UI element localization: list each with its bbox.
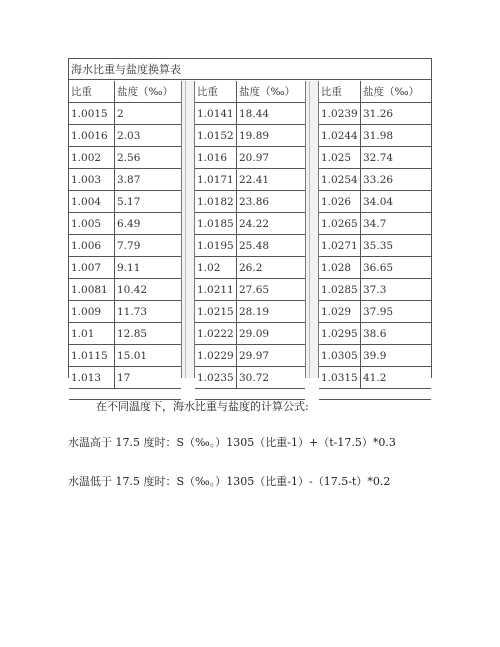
table-row (319, 323, 431, 345)
gravity-cell: 1.0235 (195, 367, 237, 389)
table-row (319, 125, 431, 147)
table-row (319, 257, 431, 279)
gravity-cell: 1.016 (195, 147, 237, 169)
gravity-cell: 1.0171 (195, 169, 237, 191)
table-row (319, 191, 431, 213)
table-row (195, 191, 305, 213)
table-row (319, 147, 431, 169)
gravity-cell: 1.0211 (195, 279, 237, 301)
table-group-2 (195, 81, 305, 384)
salinity-cell: 29.97 (239, 350, 270, 362)
salinity-cell: 24.22 (239, 218, 270, 230)
gravity-cell: 1.013 (69, 367, 115, 389)
salinity-cell: 30.72 (239, 372, 270, 384)
table-empty-row (319, 389, 431, 400)
salinity-cell: 27.65 (239, 284, 270, 296)
gravity-cell: 1.028 (319, 257, 361, 279)
salinity-cell: 36.65 (363, 262, 394, 274)
salinity-cell: 12.85 (117, 328, 148, 340)
gravity-cell: 1.004 (69, 191, 115, 213)
gravity-cell: 1.0229 (195, 345, 237, 367)
salinity-cell: 25.48 (239, 240, 270, 252)
salinity-cell: 37.3 (363, 284, 387, 296)
salinity-cell: 29.09 (239, 328, 270, 340)
salinity-cell: 6.49 (117, 218, 141, 230)
table-row (69, 125, 181, 147)
table-row (195, 169, 305, 191)
gravity-cell: 1.0185 (195, 213, 237, 235)
gravity-cell: 1.0152 (195, 125, 237, 147)
table-row (69, 213, 181, 235)
salinity-cell: 2 (117, 108, 124, 120)
gravity-cell: 1.0305 (319, 345, 361, 367)
table-row (69, 235, 181, 257)
gravity-cell: 1.02 (195, 257, 237, 279)
salinity-cell: 34.04 (363, 196, 394, 208)
salinity-cell: 2.03 (117, 130, 141, 142)
gravity-cell: 1.026 (319, 191, 361, 213)
column-separator (305, 81, 319, 378)
gravity-cell: 1.0295 (319, 323, 361, 345)
gravity-cell: 1.0315 (319, 367, 361, 389)
salinity-cell: 32.74 (363, 152, 394, 164)
salinity-cell: 17 (117, 372, 131, 384)
salinity-cell: 41.2 (363, 372, 387, 384)
table-row (319, 367, 431, 389)
salinity-cell: 10.42 (117, 284, 148, 296)
table-row (195, 345, 305, 367)
salinity-cell: 35.35 (363, 240, 394, 252)
gravity-cell: 1.0239 (319, 103, 361, 125)
gravity-cell: 1.0285 (319, 279, 361, 301)
salinity-cell: 18.44 (239, 108, 270, 120)
table-row (69, 323, 181, 345)
salinity-cell: 19.89 (239, 130, 270, 142)
salinity-cell: 26.2 (239, 262, 263, 274)
formula-intro: 在不同温度下，海水比重与盐度的计算公式: (96, 400, 309, 413)
gravity-cell: 1.007 (69, 257, 115, 279)
column-separator (181, 81, 195, 378)
table-row (69, 345, 181, 367)
salinity-cell: 20.97 (239, 152, 270, 164)
table-group-1 (69, 81, 181, 384)
conversion-table (68, 58, 432, 384)
gravity-cell: 1.01 (69, 323, 115, 345)
salinity-cell: 15.01 (117, 350, 148, 362)
header-salinity: 盐度（‰） (239, 86, 296, 98)
table-row (195, 279, 305, 301)
salinity-cell: 23.86 (239, 196, 270, 208)
gravity-cell: 1.002 (69, 147, 115, 169)
table-row (195, 257, 305, 279)
table-row (195, 103, 305, 125)
table-header-row (319, 81, 431, 103)
table-row (319, 169, 431, 191)
table-row (319, 345, 431, 367)
gravity-cell: 1.0215 (195, 301, 237, 323)
table-title: 海水比重与盐度换算表 (69, 58, 431, 80)
table-row (319, 301, 431, 323)
salinity-cell: 31.26 (363, 108, 394, 120)
gravity-cell: 1.025 (319, 147, 361, 169)
salinity-cell: 39.9 (363, 350, 387, 362)
salinity-cell: 34.7 (363, 218, 387, 230)
table-row (69, 367, 181, 389)
formula-above-17-5: 水温高于 17.5 度时：S（‰。）1305（比重-1）+（t-17.5）*0.3 (68, 436, 396, 449)
salinity-cell: 22.41 (239, 174, 270, 186)
table-row (319, 103, 431, 125)
table-row (69, 279, 181, 301)
salinity-cell: 33.26 (363, 174, 394, 186)
table-row (195, 147, 305, 169)
gravity-cell: 1.0244 (319, 125, 361, 147)
salinity-cell: 37.95 (363, 306, 394, 318)
gravity-cell: 1.005 (69, 213, 115, 235)
gravity-cell: 1.0115 (69, 345, 115, 367)
gravity-cell: 1.029 (319, 301, 361, 323)
gravity-cell: 1.0182 (195, 191, 237, 213)
table-row (195, 235, 305, 257)
table-row (195, 125, 305, 147)
table-header-row (69, 81, 181, 103)
formula-below-17-5: 水温低于 17.5 度时：S（‰。）1305（比重-1）-（17.5-t）*0.2 (68, 475, 391, 488)
gravity-cell: 1.0141 (195, 103, 237, 125)
salinity-cell: 3.87 (117, 174, 141, 186)
gravity-cell: 1.0081 (69, 279, 115, 301)
header-gravity: 比重 (195, 81, 237, 103)
table-row (319, 213, 431, 235)
salinity-cell: 7.79 (117, 240, 141, 252)
gravity-cell: 1.0265 (319, 213, 361, 235)
gravity-cell: 1.0195 (195, 235, 237, 257)
table-row (195, 323, 305, 345)
table-row (195, 213, 305, 235)
gravity-cell: 1.0222 (195, 323, 237, 345)
salinity-cell: 28.19 (239, 306, 270, 318)
salinity-cell: 11.73 (117, 306, 148, 318)
salinity-cell: 38.6 (363, 328, 387, 340)
table-row (319, 235, 431, 257)
header-gravity: 比重 (69, 81, 115, 103)
header-salinity: 盐度（‰） (363, 86, 420, 98)
table-row (69, 147, 181, 169)
table-row (195, 367, 305, 389)
table-group-3 (319, 81, 431, 384)
table-row (69, 301, 181, 323)
table-header-row (195, 81, 305, 103)
table-row (319, 279, 431, 301)
gravity-cell: 1.0271 (319, 235, 361, 257)
header-gravity: 比重 (319, 81, 361, 103)
gravity-cell: 1.0015 (69, 103, 115, 125)
gravity-cell: 1.006 (69, 235, 115, 257)
table-row (195, 301, 305, 323)
salinity-cell: 31.98 (363, 130, 394, 142)
gravity-cell: 1.003 (69, 169, 115, 191)
table-row (69, 169, 181, 191)
table-row (69, 103, 181, 125)
gravity-cell: 1.009 (69, 301, 115, 323)
salinity-cell: 9.11 (117, 262, 141, 274)
gravity-cell: 1.0254 (319, 169, 361, 191)
salinity-cell: 5.17 (117, 196, 141, 208)
header-salinity: 盐度（‰） (117, 86, 174, 98)
table-row (69, 257, 181, 279)
salinity-cell: 2.56 (117, 152, 141, 164)
gravity-cell: 1.0016 (69, 125, 115, 147)
table-row (69, 191, 181, 213)
